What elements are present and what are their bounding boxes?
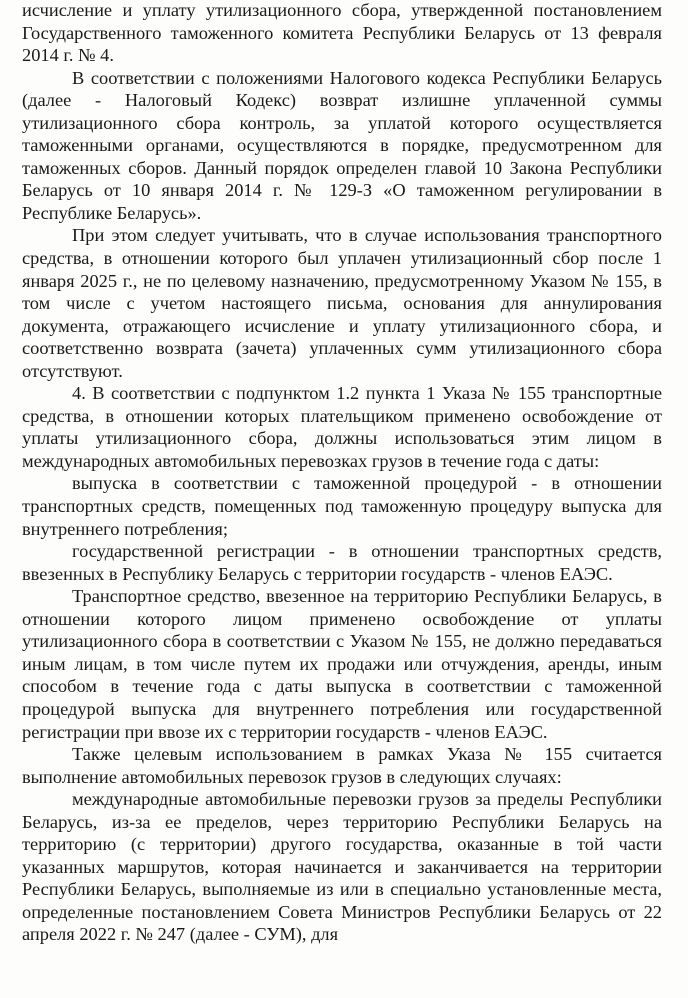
paragraph-5: выпуска в соответствии с таможенной процедурой - в отношении транспортных средств, помещенных под таможенную процедуру выпуска для внутреннего потребления;: [22, 473, 662, 539]
document-body: [22, 0, 662, 946]
paragraph-3: При этом следует учитывать, что в случае использования транспортного средства, в отношении которого был уплачен утилизационный сбор после 1 января 2025 г., не по целевому назначению, предусмотренному Указом № 155, в том числе с учетом настоящего письма, основания для аннулирования документа, отражающего исчисление и уплату утилизационного сбора, и соответственно возврата (зачета) уплаченных сумм утилизационного сбора отсутствуют.: [22, 225, 662, 381]
paragraph-6: государственной регистрации - в отношении транспортных средств, ввезенных в Республику Беларусь с территории государств - членов ЕАЭС.: [22, 541, 662, 584]
paragraph-1: исчисление и уплату утилизационного сбора, утвержденной постановлением Государственного таможенного комитета Республики Беларусь от 13 февраля 2014 г. № 4.: [22, 0, 662, 66]
paragraph-8: Также целевым использованием в рамках Указа № 155 считается выполнение автомобильных перевозок грузов в следующих случаях:: [22, 744, 662, 787]
paragraph-2: В соответствии с положениями Налогового кодекса Республики Беларусь (далее - Налоговый Кодекс) возврат излишне уплаченной суммы утилизационного сбора контроль, за уплатой которого осуществляется таможенными органами, осуществляются в порядке, предусмотренном для таможенных сборов. Данный порядок определен главой 10 Закона Республики Беларусь от 10 января 2014 г. № 129-З «О таможенном регулировании в Республике Беларусь».: [22, 67, 662, 223]
paragraph-7: Транспортное средство, ввезенное на территорию Республики Беларусь, в отношении которого лицом применено освобождение от уплаты утилизационного сбора в соответствии с Указом № 155, не должно передаваться иным лицам, в том числе путем их продажи или отчуждения, аренды, иным способом в течение года с даты выпуска в соответствии с таможенной процедурой выпуска для внутреннего потребления или государственной регистрации при ввозе их с территории государств - членов ЕАЭС.: [22, 586, 662, 742]
paragraph-9: международные автомобильные перевозки грузов за пределы Республики Беларусь, из-за ее пределов, через территорию Республики Беларусь на территорию (с территории) другого государства, оказанные в той части указанных маршрутов, которая начинается и заканчивается на территории Республики Беларусь, выполняемые из или в специально установленные места, определенные постановлением Совета Министров Республики Беларусь от 22 апреля 2022 г. № 247 (далее - СУМ), для: [22, 789, 662, 945]
paragraph-4: 4. В соответствии с подпунктом 1.2 пункта 1 Указа № 155 транспортные средства, в отношении которых плательщиком применено освобождение от уплаты утилизационного сбора, должны использоваться этим лицом в международных автомобильных перевозках грузов в течение года с даты:: [22, 383, 662, 471]
